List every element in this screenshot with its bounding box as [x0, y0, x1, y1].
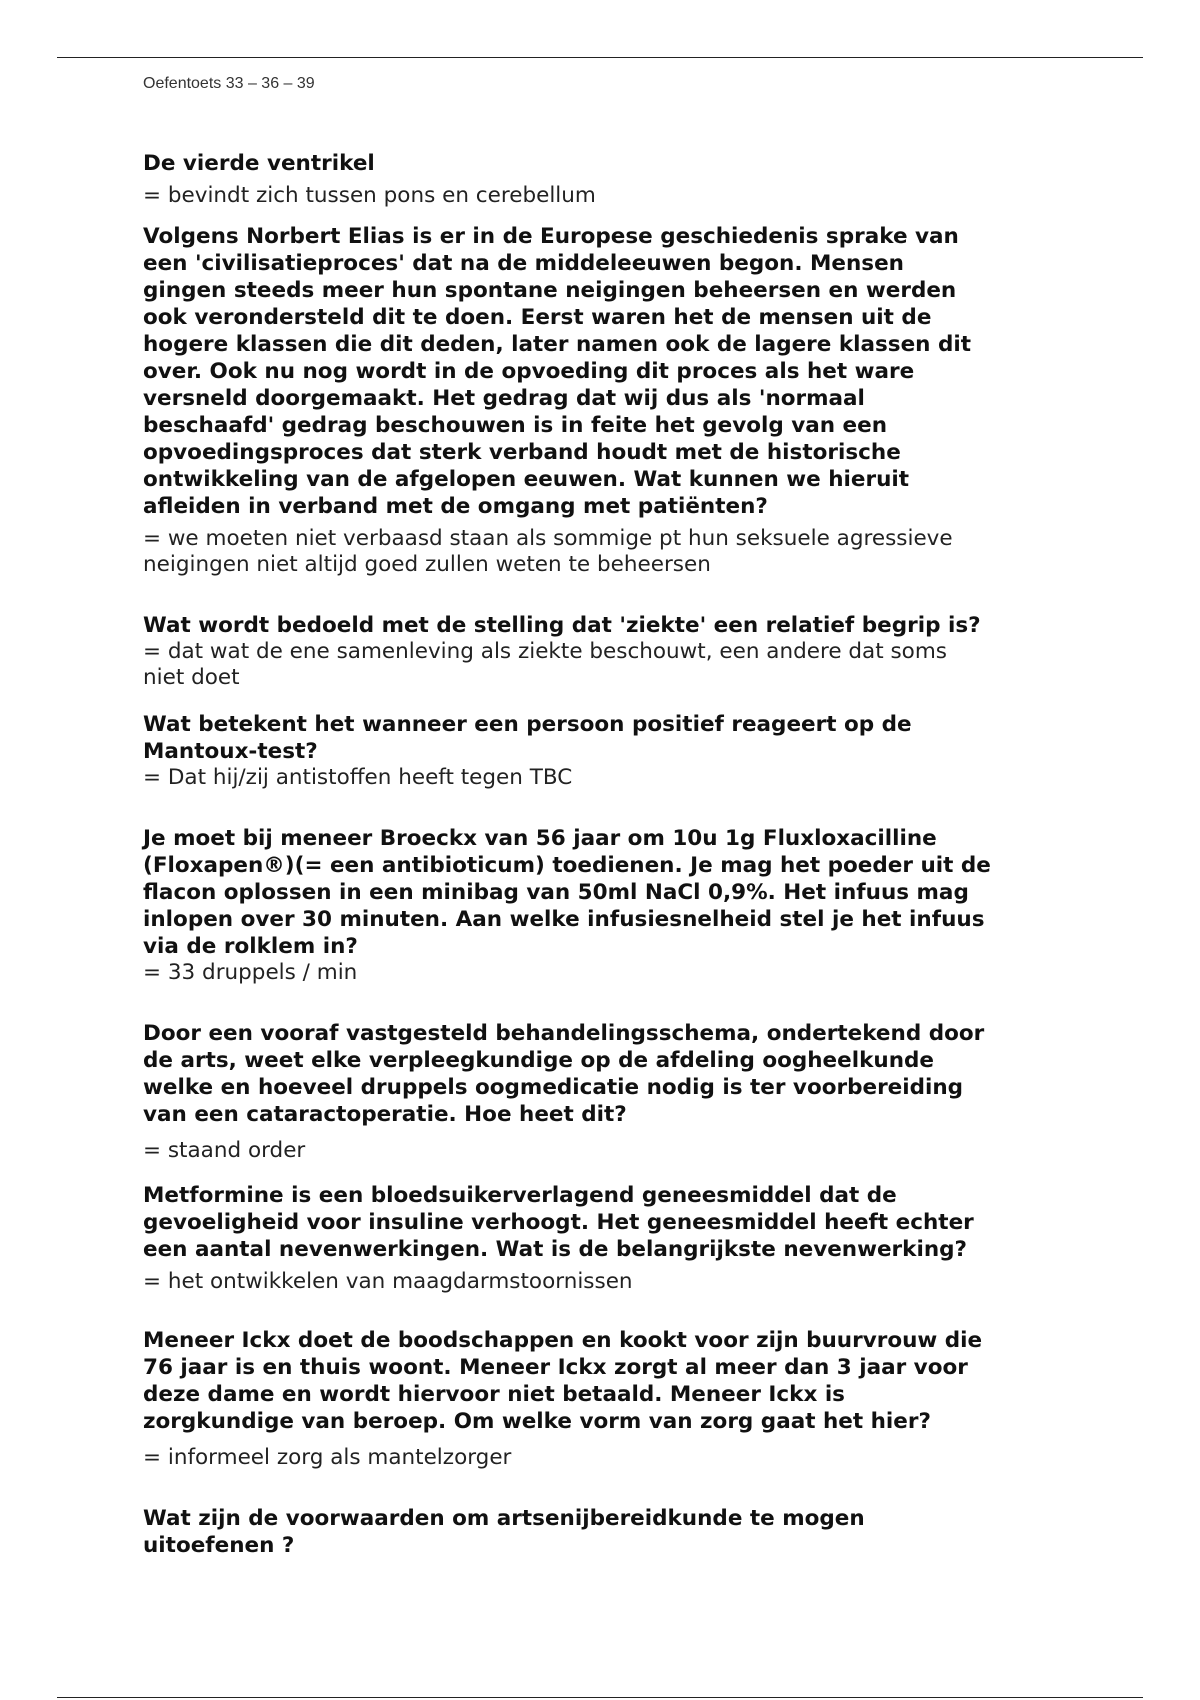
answer-text: = staand order: [143, 1138, 306, 1163]
answer-text: = bevindt zich tussen pons en cerebellum: [143, 183, 596, 208]
qa-item: [143, 150, 1078, 209]
qa-item: [143, 711, 1078, 791]
question-text: Wat betekent het wanneer een persoon positief reageert op de Mantoux-test?: [143, 712, 912, 764]
qa-item: [143, 612, 1078, 691]
header-divider: [57, 57, 1143, 58]
question-text: Metformine is een bloedsuikerverlagend geneesmiddel dat de gevoeligheid voor insuline verhoogt. Het geneesmiddel heeft echter een aantal nevenwerkingen. Wat is de belangrijkste nevenwerking?: [143, 1183, 974, 1262]
footer-divider: [57, 1697, 1143, 1698]
qa-item: [143, 825, 1078, 986]
answer-text: = we moeten niet verbaasd staan als sommige pt hun seksuele agressieve neigingen niet altijd goed zullen weten te beheersen: [143, 526, 953, 577]
answer-text: = het ontwikkelen van maagdarmstoornissen: [143, 1269, 633, 1294]
answer-text: = Dat hij/zij antistoffen heeft tegen TBC: [143, 765, 573, 790]
question-text: De vierde ventrikel: [143, 151, 375, 176]
qa-item: [143, 1505, 1078, 1559]
question-text: Volgens Norbert Elias is er in de Europese geschiedenis sprake van een 'civilisatieproces' dat na de middeleeuwen begon. Mensen gingen steeds meer hun spontane neigingen beheersen en werden ook verondersteld dit te doen. Eerst waren het de mensen uit de hogere klassen die dit deden, later namen ook de lagere klassen dit over. Ook nu nog wordt in de opvoeding dit proces als het ware versneld doorgemaakt. Het gedrag dat wij dus als 'normaal beschaafd' gedrag beschouwen is in feite het gevolg van een opvoedingsproces dat sterk verband houdt met de historische ontwikkeling van de afgelopen eeuwen. Wat kunnen we hieruit afleiden in verband met de omgang met patiënten?: [143, 224, 972, 519]
answer-text: = informeel zorg als mantelzorger: [143, 1445, 512, 1470]
question-text: Door een vooraf vastgesteld behandelingsschema, ondertekend door de arts, weet elke verpleegkundige op de afdeling oogheelkunde welke en hoeveel druppels oogmedicatie nodig is ter voorbereiding van een cataractoperatie. Hoe heet dit?: [143, 1021, 985, 1127]
qa-item: [143, 1327, 1078, 1471]
document-header: Oefentoets 33 – 36 – 39: [143, 75, 315, 92]
qa-item: [143, 1182, 1078, 1295]
question-text: Wat wordt bedoeld met de stelling dat 'ziekte' een relatief begrip is?: [143, 613, 981, 638]
answer-text: = dat wat de ene samenleving als ziekte beschouwt, een andere dat soms niet doet: [143, 639, 947, 690]
question-text: Wat zijn de voorwaarden om artsenijbereidkunde te mogen uitoefenen ?: [143, 1506, 865, 1558]
document-body: [143, 150, 1078, 1559]
question-text: Meneer Ickx doet de boodschappen en kookt voor zijn buurvrouw die 76 jaar is en thuis woont. Meneer Ickx zorgt al meer dan 3 jaar voor deze dame en wordt hiervoor niet betaald. Meneer Ickx is zorgkundige van beroep. Om welke vorm van zorg gaat het hier?: [143, 1328, 983, 1434]
qa-item: [143, 1020, 1078, 1164]
answer-text: = 33 druppels / min: [143, 960, 358, 985]
question-text: Je moet bij meneer Broeckx van 56 jaar om 10u 1g Fluxloxacilline (Floxapen®)(= een antibioticum) toedienen. Je mag het poeder uit de flacon oplossen in een minibag van 50ml NaCl 0,9%. Het infuus mag inlopen over 30 minuten. Aan welke infusiesnelheid stel je het infuus via de rolklem in?: [143, 826, 991, 959]
qa-item: [143, 223, 1078, 578]
